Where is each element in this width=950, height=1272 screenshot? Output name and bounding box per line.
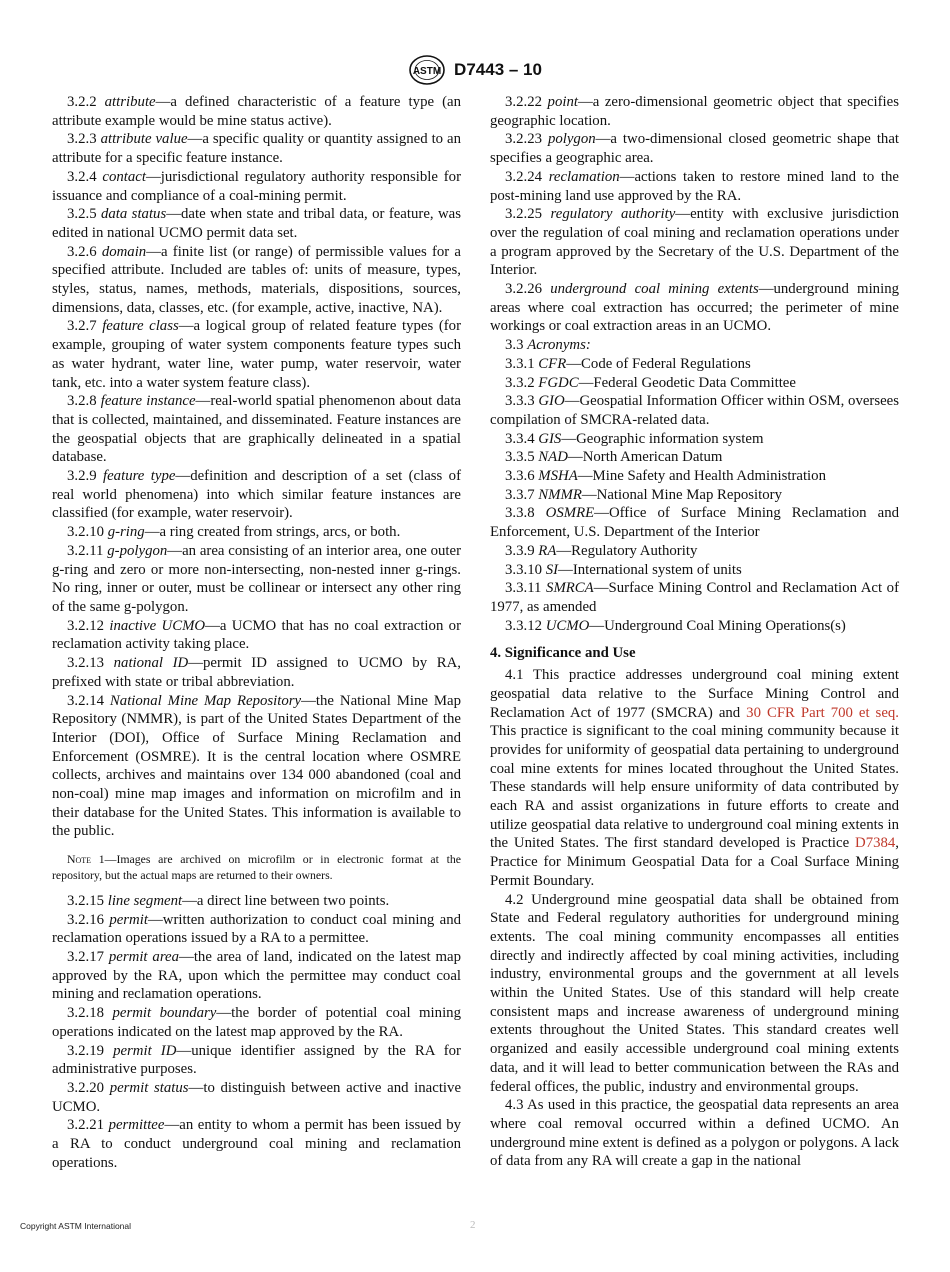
note-text: —Images are archived on microfilm or in electronic format at the repository, but the actual maps are returned to their owners. — [52, 852, 461, 882]
definition-number: 3.3.10 — [505, 561, 542, 578]
definition-number: 3.2.14 — [67, 692, 104, 709]
definition-text: —the border of potential coal mining operations indicated on the latest map approved by the RA. — [52, 1005, 461, 1040]
definition-item — [490, 617, 899, 636]
definition-item — [52, 1004, 461, 1041]
definition-item — [52, 168, 461, 205]
definition-text: —a logical group of related feature types (for example, grouping of water system components feature types such as water hydrant, water line, water pump, water reservoir, water tank, etc. into a water system feature class). — [52, 318, 462, 391]
definition-term: inactive UCMO — [109, 617, 206, 634]
note-label: Note 1 — [67, 852, 105, 867]
definition-text: —Surface Mining Control and Reclamation Act of 1977, as amended — [490, 580, 900, 615]
definition-term: GIO — [538, 393, 565, 410]
definition-term: national ID — [113, 655, 189, 672]
definition-number: 3.2.22 — [505, 94, 542, 110]
paragraph-4-1-text-b: This practice is significant to the coal mining community because it provides for uniformity of geospatial data pertaining to underground coal mine extents for mines located throughout the United States. These standards will help ensure uniformity of data contributed by each RA and assist organizations in future efforts to create and utilize geospatial data relative to underground coal mining extents in the United States. The first standard developed is Practice — [490, 723, 899, 852]
left-column — [52, 93, 461, 1172]
definition-term: domain — [101, 243, 147, 260]
definition-number: 3.2.3 — [67, 131, 97, 148]
definition-text: —Federal Geodetic Data Committee — [578, 374, 796, 391]
definition-term: permittee — [108, 1117, 165, 1134]
definition-item — [52, 1116, 461, 1172]
definition-term: permit ID — [113, 1042, 177, 1059]
definition-number: 3.2.24 — [505, 168, 542, 185]
definition-text: —a specific quality or quantity assigned to an attribute for a specific feature instance. — [52, 131, 462, 167]
definition-term: permit area — [108, 949, 180, 966]
definition-text: —to distinguish between active and inactive UCMO. — [52, 1079, 462, 1115]
definition-number: 3.2.9 — [67, 468, 97, 485]
definition-item — [52, 243, 461, 318]
definition-number: 3.2.23 — [505, 131, 542, 148]
definition-term: polygon — [547, 131, 596, 148]
definition-term: FGDC — [538, 374, 579, 391]
d7384-reference-link[interactable]: D7384 — [855, 835, 896, 852]
definition-text: —a defined characteristic of a feature type (an attribute example would be mine status active). — [52, 94, 461, 129]
definition-text: —Geospatial Information Officer within OSM, oversees compilation of SMCRA-related data. — [490, 393, 899, 428]
definition-number: 3.2.17 — [67, 949, 104, 966]
definition-term: Acronyms: — [527, 337, 591, 354]
definition-term: feature type — [103, 468, 176, 485]
definition-number: 3.3.8 — [505, 505, 535, 522]
definition-item — [52, 654, 461, 691]
definition-item — [52, 467, 461, 523]
definition-term: NMMR — [538, 486, 582, 503]
definition-number: 3.2.18 — [67, 1005, 104, 1022]
definition-term: data status — [100, 206, 167, 223]
definition-number: 3.2.5 — [67, 206, 97, 223]
definition-number: 3.2.8 — [67, 393, 97, 410]
definition-term: permit — [109, 911, 148, 928]
definition-item — [52, 692, 461, 842]
definition-text: —Office of Surface Mining Reclamation and Enforcement, U.S. Department of the Interior — [490, 505, 899, 541]
astm-logo-icon — [408, 54, 446, 86]
definition-term: CFR — [538, 355, 567, 372]
definition-text: —unique identifier assigned by the RA for administrative purposes. — [52, 1042, 461, 1078]
paragraph-4-2: 4.2 Underground mine geospatial data shall be obtained from State and Federal regulatory authorities for underground mining extents. The coal mining community encompasses all entities directly and indirectly affected by coal mining activities, including industry, environmental groups and the government at all levels within the United States. Use of this standard will help create consistent maps and increase awareness of underground mining extents throughout the United States. This standard creates well organized and easily accessible underground coal mining extents data, and it will lead to better communication between the RAs and federal offices, the public, industry and environmental groups. — [490, 891, 899, 1095]
definition-text: —a UCMO that has no coal extraction or reclamation activity taking place. — [52, 617, 461, 653]
definition-term: attribute value — [100, 131, 188, 148]
definition-item — [52, 392, 461, 467]
definition-term: attribute — [104, 94, 156, 110]
definition-item — [52, 93, 461, 130]
definition-term: SMRCA — [546, 580, 594, 597]
definition-text: —Underground Coal Mining Operations(s) — [589, 617, 846, 634]
definition-text: —National Mine Map Repository — [581, 486, 783, 503]
definition-item — [490, 280, 899, 336]
definition-number: 3.2.4 — [67, 168, 97, 185]
paragraph-4-1-text-c: , Practice for Minimum Geospatial Data for a Coal Surface Mining Permit Boundary. — [490, 835, 899, 889]
definition-item — [52, 130, 461, 167]
definition-term: feature instance — [100, 393, 196, 410]
definition-number: 3.2.19 — [67, 1042, 104, 1059]
svg-text:ASTM: ASTM — [412, 66, 442, 77]
definition-number: 3.2.13 — [67, 655, 104, 672]
definition-text: —a direct line between two points. — [182, 892, 390, 909]
definition-item — [490, 430, 899, 449]
paragraph-4-1-text-a: 4.1 This practice addresses underground coal mining extent geospatial data relative to the Surface Mining Control and Reclamation Act of 1977 (SMCRA) and — [490, 667, 899, 721]
definition-item — [490, 542, 899, 561]
definition-item — [52, 205, 461, 242]
definition-number: 3.3.12 — [505, 617, 542, 634]
note-1 — [52, 852, 461, 883]
definition-term: MSHA — [538, 468, 578, 485]
definition-item — [490, 392, 899, 429]
definition-item — [490, 130, 899, 167]
definition-term: OSMRE — [545, 505, 595, 522]
definition-item — [52, 542, 461, 617]
definition-text: —the area of land, indicated on the latest map approved by the RA, upon which the permittee may conduct coal mining and reclamation operations. — [52, 949, 462, 1003]
definition-text: —written authorization to conduct coal mining and reclamation operations issued by a RA to a permittee. — [52, 911, 461, 947]
definition-number: 3.2.25 — [505, 206, 542, 223]
definition-term: SI — [545, 561, 559, 578]
definition-term: contact — [102, 168, 146, 185]
definition-text: —Code of Federal Regulations — [566, 355, 751, 372]
section-4-title: 4. Significance and Use — [490, 645, 636, 662]
definition-number: 3.2.21 — [67, 1117, 104, 1134]
definition-item — [52, 1042, 461, 1079]
definition-number: 3.3.3 — [505, 393, 535, 410]
definition-item — [490, 448, 899, 467]
definition-text: —North American Datum — [567, 449, 723, 466]
definition-text: —an area consisting of an interior area, one outer g-ring and zero or more non-intersecting, non-nested inner g-rings. No ring, inner or outer, must be collinear or intersect any other ring of the same g-polygon. — [52, 542, 461, 615]
definition-number: 3.3.11 — [505, 580, 542, 597]
definition-term: regulatory authority — [550, 206, 676, 223]
definition-text: —date when state and tribal data, or feature, was edited in national UCMO permit data set. — [52, 206, 461, 241]
definition-number: 3.2.16 — [67, 911, 104, 928]
definition-text: —real-world spatial phenomenon about data that is collected, maintained, and disseminated. Feature instances are the geospatial objects that are graphically delineated in a spatial database. — [52, 393, 461, 466]
paragraph-4-1 — [490, 666, 899, 890]
definition-text: —a finite list (or range) of permissible values for a specified attribute. Included are tables of: units of measure, types, styles, status, names, methods, materials, dispositions, sources, dimensions, data, classes, etc. (for example, active, inactive, NA). — [52, 243, 462, 316]
definition-number: 3.2.6 — [67, 243, 97, 260]
definition-text: —definition and description of a set (class of real world phenomena) into which similar feature instances are classified (for example, water reservoir). — [52, 468, 462, 522]
page-number: 2 — [470, 1219, 476, 1231]
definition-number: 3.2.15 — [67, 892, 104, 909]
definition-item — [52, 948, 461, 1004]
definition-term: permit boundary — [112, 1005, 217, 1022]
definition-text: —entity with exclusive jurisdiction over the regulation of coal mining and reclamation operations under a program approved by the Secretary of the U.S. Department of the Interior. — [490, 206, 899, 279]
paragraph-4-3: 4.3 As used in this practice, the geospatial data represents an area where coal removal occurred within a defined UCMO. An underground mine extent is defined as a polygon or polygons. A lack of data from any RA will create a gap in the national — [490, 1097, 899, 1170]
definition-term: line segment — [107, 892, 183, 909]
definition-item — [490, 486, 899, 505]
definition-item — [490, 504, 899, 541]
definition-number: 3.3.7 — [505, 486, 535, 503]
definition-term: National Mine Map Repository — [109, 692, 302, 709]
right-column — [490, 93, 899, 1171]
definition-item — [490, 93, 899, 130]
definition-item — [490, 168, 899, 205]
definition-text: —a zero-dimensional geometric object that specifies geographic location. — [490, 94, 899, 129]
definition-text: —an entity to whom a permit has been issued by a RA to conduct underground coal mining and reclamation operations. — [52, 1117, 461, 1171]
definition-term: reclamation — [548, 168, 620, 185]
definition-item — [52, 523, 461, 542]
definition-text: —permit ID assigned to UCMO by RA, prefixed with state or tribal abbreviation. — [52, 655, 461, 690]
definition-item — [490, 355, 899, 374]
definition-item — [490, 561, 899, 580]
definition-number: 3.3.1 — [505, 355, 535, 372]
definition-text: —a two-dimensional closed geometric shape that specifies a geographic area. — [490, 131, 900, 167]
definition-number: 3.2.26 — [505, 281, 542, 298]
definition-text: —International system of units — [558, 561, 742, 578]
definition-term: point — [547, 94, 578, 110]
definition-term: permit status — [109, 1079, 189, 1096]
definition-item — [52, 911, 461, 948]
definition-item — [490, 467, 899, 486]
definition-term: UCMO — [545, 617, 590, 634]
definition-text: —jurisdictional regulatory authority responsible for issuance and compliance of a coal-mining permit. — [52, 168, 461, 204]
definition-number: 3.2.2 — [67, 94, 97, 110]
definition-term: GIS — [538, 430, 562, 447]
definition-number: 3.3.9 — [505, 542, 535, 559]
definition-number: 3.2.20 — [67, 1079, 104, 1096]
definition-number: 3.3.5 — [505, 449, 535, 466]
definition-term: g-polygon — [107, 542, 168, 559]
definition-item — [52, 892, 461, 911]
definition-text: —Regulatory Authority — [556, 542, 698, 559]
definition-term: g-ring — [107, 524, 145, 541]
definition-term: NAD — [538, 449, 568, 466]
definition-number: 3.3.6 — [505, 468, 535, 485]
definition-number: 3.3.4 — [505, 430, 535, 447]
definition-item — [490, 579, 899, 616]
definition-term: feature class — [102, 318, 179, 335]
cfr-reference-link[interactable]: 30 CFR Part 700 et seq. — [746, 704, 899, 721]
definition-text: —Geographic information system — [561, 430, 764, 447]
definition-number: 3.2.11 — [67, 542, 104, 559]
definition-text: —a ring created from strings, arcs, or both. — [144, 524, 401, 541]
definition-text: —underground mining areas where coal extraction has occurred; the perimeter of mine workings or coal extraction areas in an UCMO. — [490, 281, 899, 335]
definition-item — [490, 374, 899, 393]
definition-number: 3.2.10 — [67, 524, 104, 541]
definition-term: underground coal mining extents — [550, 281, 759, 298]
copyright-footer: Copyright ASTM International — [20, 1221, 132, 1231]
page-header — [0, 54, 950, 84]
definition-item — [490, 205, 899, 280]
definition-term: RA — [538, 542, 557, 559]
document-id: D7443 – 10 — [454, 60, 542, 79]
definition-text: —actions taken to restore mined land to the post-mining land use approved by the RA. — [490, 168, 899, 204]
definition-number: 3.2.12 — [67, 617, 104, 634]
definition-number: 3.3 — [505, 337, 524, 354]
definition-text: —Mine Safety and Health Administration — [577, 468, 826, 485]
definition-item — [52, 617, 461, 654]
definition-item — [52, 317, 461, 392]
definition-item — [52, 1079, 461, 1116]
definition-number: 3.3.2 — [505, 374, 535, 391]
definition-number: 3.2.7 — [67, 318, 97, 335]
definition-text: —the National Mine Map Repository (NMMR), is part of the United States Department of the Interior (DOI), Office of Surface Mining Reclamation and Enforcement (OSMRE). It is the central location where OSMRE collects, archives and maintains over 134 000 abandoned (coal and non-coal) mine map images and information on microfilm and in their database for the United States. This information is available to the public. — [52, 692, 462, 840]
definition-item — [490, 336, 899, 355]
